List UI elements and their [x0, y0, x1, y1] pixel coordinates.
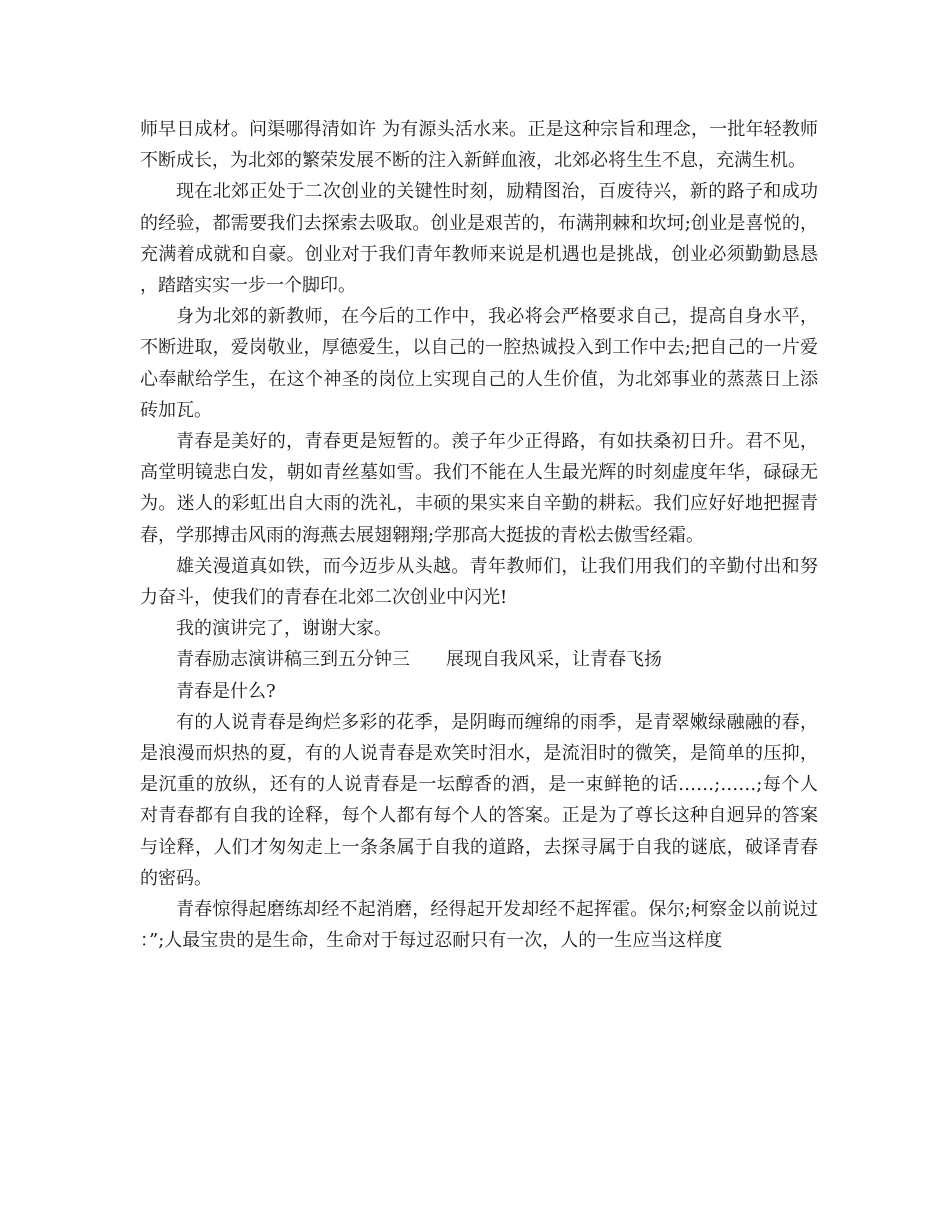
paragraph-4: 青春是美好的，青春更是短暂的。羡子年少正得路，有如扶桑初日升。君不见，高堂明镜悲白发，朝如青丝墓如雪。我们不能在人生最光辉的时刻虚度年华，碌碌无为。迷人的彩虹出自大雨的洗礼，丰硕的果实来自辛勤的耕耘。我们应好好地把握青春，学那搏击风雨的海燕去展翅翱翔;学那高大挺拔的青松去傲雪经霜。 — [140, 431, 818, 546]
paragraph-9: 青春惊得起磨练却经不起消磨，经得起开发却经不起挥霍。保尔;柯察金以前说过：”;人最宝贵的是生命，生命对于每过忍耐只有一次，人的一生应当这样度 — [140, 899, 818, 952]
paragraph-3: 身为北郊的新教师，在今后的工作中，我必将会严格要求自己，提高自身水平，不断进取，爱岗敬业，厚德爱生，以自己的一腔热诚投入到工作中去;把自己的一片爱心奉献给学生，在这个神圣的岗位上实现自己的人生价值，为北郊事业的蒸蒸日上添砖加瓦。 — [140, 306, 818, 421]
paragraph-2: 现在北郊正处于二次创业的关键性时刻，励精图治，百废待兴，新的路子和成功的经验，都需要我们去探索去吸取。创业是艰苦的，布满荆棘和坎坷;创业是喜悦的，充满着成就和自豪。创业对于我们青年教师来说是机遇也是挑战，创业必须勤勤恳恳，踏踏实实一步一个脚印。 — [140, 181, 818, 297]
document-body — [140, 114, 818, 956]
paragraph-1: 师早日成材。问渠哪得清如许 为有源头活水来。正是这种宗旨和理念，一批年轻教师不断成长，为北郊的繁荣发展不断的注入新鲜血液，北郊必将生生不息，充满生机。 — [140, 119, 818, 172]
paragraph-5: 雄关漫道真如铁，而今迈步从头越。青年教师们，让我们用我们的辛勤付出和努力奋斗，使我们的青春在北郊二次创业中闪光! — [140, 555, 818, 609]
paragraph-6: 我的演讲完了，谢谢大家。 — [176, 618, 392, 640]
paragraph-question: 青春是什么? — [176, 680, 276, 702]
paragraph-8: 有的人说青春是绚烂多彩的花季，是阴晦而缠绵的雨季，是青翠嫩绿融融的春，是浪漫而炽热的夏，有的人说青春是欢笑时泪水，是流泪时的微笑，是简单的压抑，是沉重的放纵，还有的人说青春是一坛醇香的酒，是一束鲜艳的话……;……;每个人对青春都有自我的诠释，每个人都有每个人的答案。正是为了尊长这种自迥异的答案与诠释，人们才匆匆走上一条条属于自我的道路，去探寻属于自我的谜底，破译青春的密码。 — [140, 711, 818, 889]
section-heading: 青春励志演讲稿三到五分钟三 展现自我风采，让青春飞扬 — [176, 649, 662, 671]
